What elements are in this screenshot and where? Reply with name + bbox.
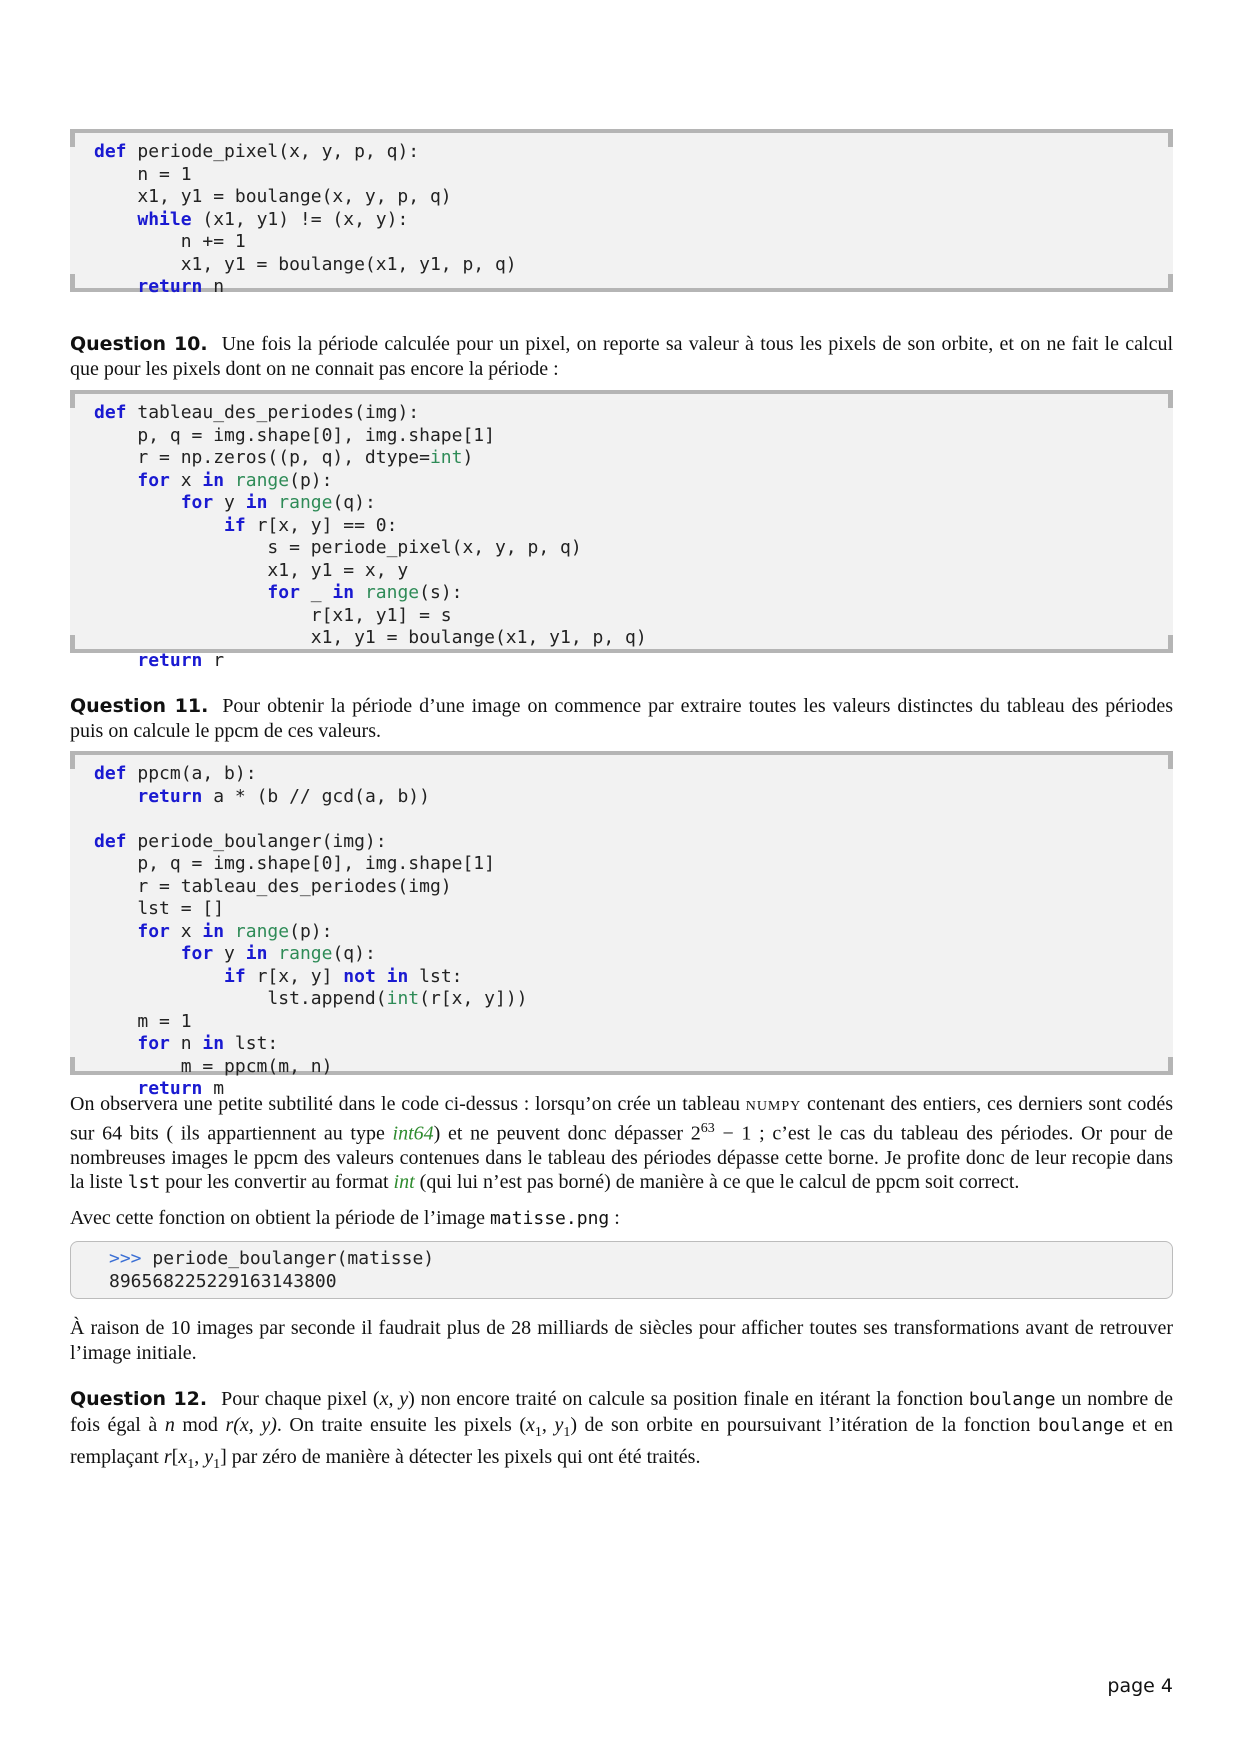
- code-text: x1, y1 = boulange(x1, y1, p, q): [94, 627, 647, 648]
- code-keyword: return: [137, 1078, 203, 1099]
- code-text: periode_boulanger(img):: [126, 830, 387, 852]
- int-term: int: [393, 1171, 415, 1194]
- code-keyword: return: [137, 276, 203, 297]
- code-keyword: in: [202, 469, 225, 491]
- code-text: [224, 470, 235, 491]
- code-keyword: for: [180, 943, 214, 964]
- code-keyword: for: [180, 492, 214, 513]
- code-line: [94, 921, 1149, 944]
- code-line: [94, 1033, 1149, 1056]
- code-keyword: if: [224, 965, 246, 987]
- code-keyword: def: [94, 830, 127, 852]
- code-text: periode_pixel(x, y, p, q):: [126, 141, 420, 162]
- text: (qui lui n’est pas borné) de manière à ce que le calcul de ppcm soit correct.: [414, 1171, 1020, 1194]
- code-line: [94, 447, 1149, 470]
- code-builtin: int: [429, 447, 463, 468]
- code-text: _: [299, 582, 333, 603]
- code-text: r[x, y] == 0:: [245, 514, 398, 536]
- text: Pour chaque pixel (: [221, 1388, 380, 1410]
- code-line: [94, 627, 1149, 650]
- code-builtin: range: [234, 469, 290, 491]
- math: ,: [194, 1446, 205, 1468]
- code-line: [94, 254, 1149, 277]
- question-11: [70, 694, 1173, 743]
- question-label: Question 12.: [70, 1388, 208, 1410]
- code-keyword: in: [202, 1033, 225, 1054]
- shell-prompt: >>>: [109, 1248, 142, 1269]
- code-line: [94, 141, 1149, 164]
- code-keyword: if: [224, 514, 246, 536]
- code-text: r[x, y]: [245, 965, 344, 987]
- code-listing: [70, 755, 1173, 1109]
- code-text: lst:: [408, 965, 463, 987]
- page-number: page 4: [1107, 1675, 1173, 1697]
- question-label: Question 11.: [70, 695, 209, 717]
- code-listing: [70, 133, 1173, 307]
- code-listing: [70, 394, 1173, 680]
- code-text: (s):: [419, 582, 463, 603]
- code-line: [94, 515, 1149, 538]
- code-text: x: [169, 920, 203, 942]
- code-builtin: range: [278, 943, 333, 964]
- code-text: [267, 492, 278, 513]
- math-sub: 1: [213, 1457, 221, 1472]
- code-builtin: int: [386, 988, 420, 1009]
- shell-listing: [71, 1242, 1172, 1299]
- code-text: p, q = img.shape[0], img.shape[1]: [94, 424, 495, 446]
- text: par zéro de manière à détecter les pixels qui ont été traités.: [226, 1446, 701, 1468]
- question-10: [70, 332, 1173, 381]
- math: mod: [174, 1413, 226, 1436]
- math: ,: [541, 1413, 555, 1436]
- shell-output: 896568225229163143800: [109, 1270, 337, 1292]
- function-name: boulange: [1037, 1414, 1125, 1436]
- code-line: [94, 209, 1149, 232]
- code-text: [94, 582, 267, 603]
- code-keyword: for: [267, 582, 300, 603]
- code-block-periode-pixel: [70, 129, 1173, 297]
- shell-output-block: [70, 1241, 1173, 1299]
- text: ) de son orbite en poursuivant l’itération de la fonction: [570, 1413, 1038, 1436]
- code-line: [94, 988, 1149, 1011]
- code-line: [94, 786, 1149, 809]
- code-line: [94, 1011, 1149, 1034]
- question-text: Pour obtenir la période d’une image on commence par extraire toutes les valeurs distinctes du tableau des périodes puis on calcule le ppcm de ces valeurs.: [70, 695, 1173, 742]
- code-line: [94, 492, 1149, 515]
- code-line: [94, 808, 1149, 831]
- code-text: n = 1: [94, 163, 192, 185]
- code-text: a * (b // gcd(a, b)): [202, 785, 430, 807]
- code-line: [94, 898, 1149, 921]
- code-text: n: [202, 276, 225, 297]
- text: À raison de 10 images par seconde il faudrait plus de 28 milliards de siècles pour afficher toutes ses transformations avant de retrouver l’image initiale.: [70, 1317, 1173, 1364]
- code-text: ): [462, 447, 474, 468]
- code-line: [94, 966, 1149, 989]
- code-text: r = tableau_des_periodes(img): [94, 875, 452, 897]
- text: un nombre de fois égal à: [70, 1388, 1173, 1436]
- question-12: [70, 1387, 1173, 1478]
- code-builtin: range: [234, 920, 290, 942]
- question-label: Question 10.: [70, 333, 208, 355]
- exponent: 63: [700, 1120, 715, 1136]
- code-line: [94, 231, 1149, 254]
- code-text: m = 1: [94, 1010, 192, 1032]
- code-line: [94, 186, 1149, 209]
- code-line: [94, 876, 1149, 899]
- text: ) et ne peuvent donc dépasser 2: [433, 1122, 701, 1145]
- code-text: s = periode_pixel(x, y, p, q): [94, 537, 582, 558]
- int64-term: int64: [392, 1122, 434, 1145]
- shell-command: periode_boulanger(matisse): [141, 1248, 435, 1269]
- code-keyword: while: [137, 208, 192, 230]
- code-keyword: def: [94, 141, 127, 162]
- code-line: [94, 853, 1149, 876]
- code-line: [94, 164, 1149, 187]
- code-text: x1, y1 = boulange(x1, y1, p, q): [94, 253, 517, 275]
- code-keyword: for: [137, 469, 170, 491]
- code-line: [94, 582, 1149, 605]
- code-line: [94, 276, 1149, 299]
- code-text: m: [202, 1078, 225, 1099]
- code-block-tableau-des-periodes: [70, 390, 1173, 671]
- text: − 1 ; c’est le cas du tableau des périodes. Or pour de nombreuses images le ppcm des valeurs contenues dans le tableau des périodes dépasse cette borne. Je profite donc de leur recopie dans la liste: [70, 1122, 1174, 1194]
- math-sub: 1: [534, 1424, 542, 1440]
- code-text: [267, 943, 278, 964]
- code-text: r[x1, y1] = s: [94, 604, 452, 626]
- code-line: [94, 537, 1149, 560]
- code-line: [94, 402, 1149, 425]
- code-line: [94, 831, 1149, 854]
- code-line: [94, 560, 1149, 583]
- code-text: y: [213, 492, 246, 513]
- code-keyword: return: [137, 785, 203, 807]
- math: x: [178, 1446, 188, 1468]
- code-text: r = np.zeros((p, q), dtype=: [94, 447, 430, 468]
- code-text: y: [213, 943, 246, 964]
- code-keyword: in: [245, 943, 268, 964]
- code-text: lst = []: [94, 898, 225, 919]
- code-text: [224, 921, 235, 942]
- code-text: [94, 786, 137, 807]
- code-text: [94, 470, 137, 491]
- code-line: [94, 1056, 1149, 1079]
- code-text: [94, 921, 137, 942]
- code-text: [94, 492, 181, 513]
- math: r(x, y): [225, 1413, 277, 1436]
- code-text: tableau_des_periodes(img):: [126, 402, 420, 423]
- observation-paragraph: [70, 1092, 1173, 1196]
- code-text: n: [169, 1033, 203, 1054]
- code-text: (r[x, y])): [419, 988, 528, 1009]
- code-text: (p):: [289, 469, 333, 491]
- code-builtin: range: [278, 492, 333, 513]
- avec-paragraph: [70, 1206, 1173, 1232]
- code-keyword: in: [202, 920, 225, 942]
- code-text: [94, 943, 181, 964]
- function-name: boulange: [968, 1389, 1056, 1410]
- code-line: [94, 470, 1149, 493]
- code-text: m = ppcm(m, n): [94, 1055, 333, 1077]
- code-text: (q):: [332, 943, 376, 964]
- code-line: [94, 605, 1149, 628]
- code-text: [94, 966, 224, 987]
- math: r: [163, 1446, 172, 1468]
- code-keyword: for: [137, 1033, 170, 1054]
- code-text: x1, y1 = boulange(x, y, p, q): [94, 186, 452, 207]
- page: [70, 0, 1173, 1754]
- code-text: p, q = img.shape[0], img.shape[1]: [94, 853, 495, 874]
- code-line: [94, 763, 1149, 786]
- code-keyword: in: [245, 492, 268, 513]
- code-text: [94, 515, 224, 536]
- code-text: [94, 1033, 137, 1054]
- math: ]: [220, 1446, 227, 1468]
- raison-paragraph: [70, 1316, 1173, 1365]
- code-text: [354, 582, 365, 603]
- text: . On traite ensuite les pixels (: [276, 1413, 526, 1436]
- lst-code: lst: [127, 1172, 161, 1194]
- code-keyword: return: [137, 649, 203, 671]
- code-block-periode-boulanger: [70, 751, 1173, 1099]
- code-text: lst.append(: [94, 988, 387, 1009]
- code-text: x1, y1 = x, y: [94, 559, 409, 581]
- text: contenant des entiers, ces derniers sont codés sur 64 bits ( ils appartiennent au type: [70, 1093, 1174, 1145]
- math: y: [204, 1446, 214, 1468]
- question-text: Une fois la période calculée pour un pixel, on reporte sa valeur à tous les pixels de son orbite, et on ne fait le calcul que pour les pixels dont on ne connait pas encore la période :: [70, 333, 1174, 380]
- code-keyword: for: [137, 920, 170, 942]
- math-sub: 1: [187, 1457, 195, 1472]
- code-text: (p):: [289, 920, 333, 942]
- code-line: [94, 943, 1149, 966]
- code-text: [94, 276, 137, 297]
- code-text: r: [202, 649, 225, 671]
- code-keyword: not in: [343, 965, 409, 987]
- code-text: n += 1: [94, 231, 246, 252]
- text: On observera une petite subtilité dans le code ci-dessus : lorsqu’on crée un tableau: [70, 1093, 746, 1115]
- math-sub: 1: [563, 1424, 571, 1440]
- code-keyword: def: [94, 402, 127, 423]
- code-keyword: def: [94, 763, 127, 784]
- filename: matisse.png: [490, 1208, 610, 1229]
- code-line: [94, 650, 1149, 673]
- code-keyword: in: [332, 582, 355, 603]
- math: [: [171, 1446, 179, 1468]
- text: :: [609, 1207, 620, 1229]
- numpy-label: numpy: [745, 1093, 802, 1115]
- code-line: [94, 425, 1149, 448]
- math: n: [164, 1413, 175, 1436]
- code-builtin: range: [364, 582, 420, 603]
- code-text: (x1, y1) != (x, y):: [191, 208, 409, 230]
- code-text: ppcm(a, b):: [126, 763, 257, 784]
- code-text: (q):: [332, 492, 376, 513]
- math: y: [554, 1413, 564, 1436]
- text: Avec cette fonction on obtient la période de l’image: [70, 1207, 491, 1229]
- math: x, y: [379, 1388, 409, 1410]
- math: x: [526, 1413, 535, 1436]
- text: ) non encore traité on calcule sa position finale en itérant la fonction: [408, 1388, 969, 1410]
- code-text: [94, 650, 137, 671]
- text: et en remplaçant: [70, 1413, 1173, 1468]
- text: pour les convertir au format: [160, 1171, 394, 1194]
- code-text: x: [169, 469, 203, 491]
- code-text: lst:: [224, 1033, 279, 1054]
- code-text: [94, 209, 137, 230]
